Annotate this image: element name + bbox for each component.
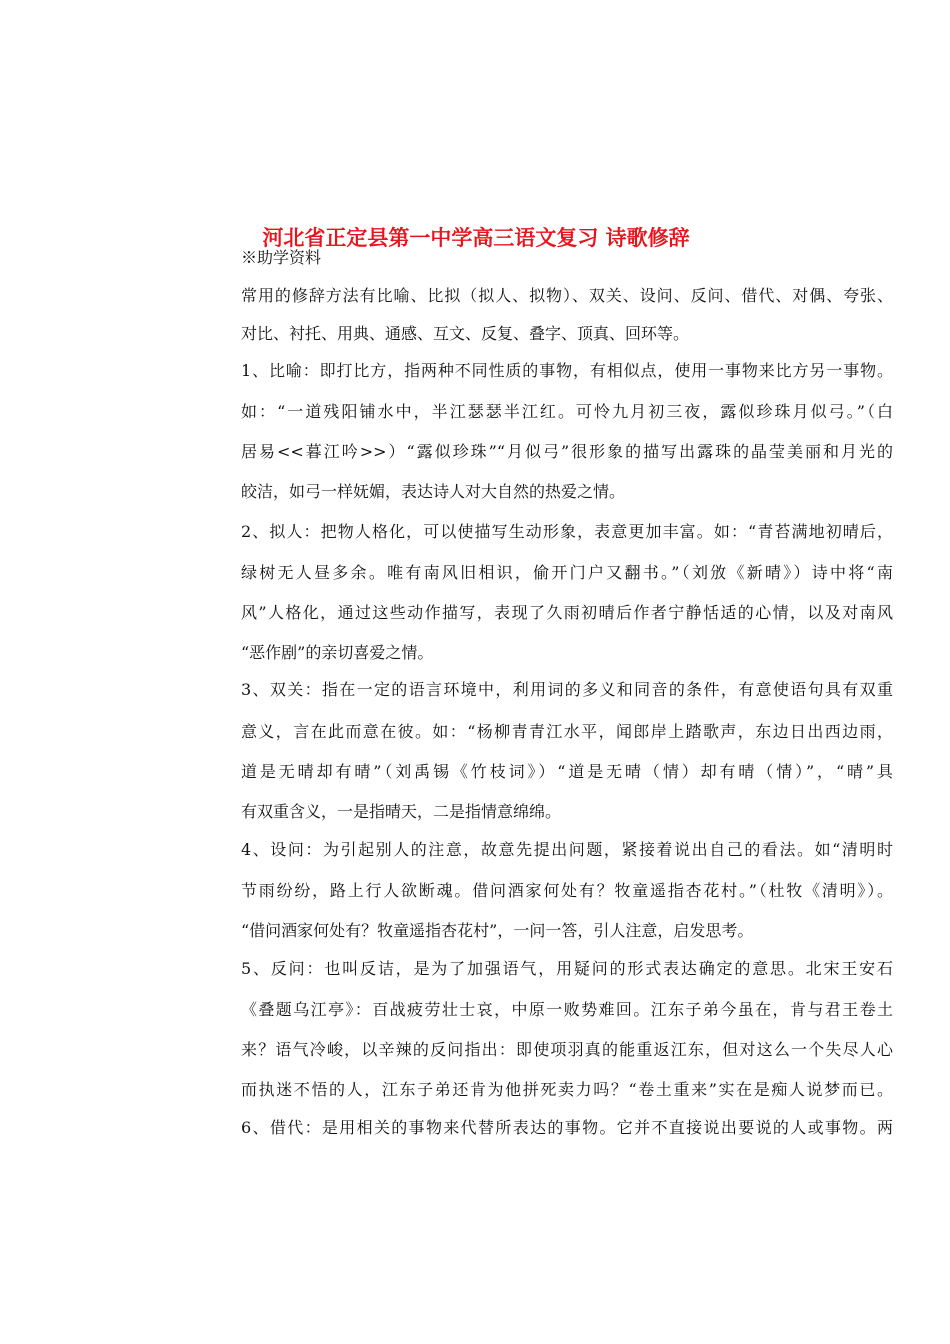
text-line: 如：“一道残阳铺水中，半江瑟瑟半江红。可怜九月初三夜，露似珍珠月似弓。”（白 xyxy=(241,402,893,421)
text-line: 5、反问：也叫反诘，是为了加强语气，用疑问的形式表达确定的意思。北宋王安石 xyxy=(241,959,893,978)
text-line: 2、拟人：把物人格化，可以使描写生动形象，表意更加丰富。如：“青苔满地初晴后， xyxy=(241,522,893,541)
text-line: 风”人格化，通过这些动作描写，表现了久雨初晴后作者宁静恬适的心情，以及对南风 xyxy=(241,603,893,622)
text-line: 6、借代：是用相关的事物来代替所表达的事物。它并不直接说出要说的人或事物。两 xyxy=(241,1118,893,1137)
text-line: 有双重含义，一是指晴天，二是指情意绵绵。 xyxy=(241,802,562,821)
text-line: 4、设问：为引起别人的注意，故意先提出问题，紧接着说出自己的看法。如“清明时 xyxy=(241,840,893,859)
text-line: 绿树无人昼多余。唯有南风旧相识，偷开门户又翻书。”（刘攽《新晴》）诗中将“南 xyxy=(241,563,893,582)
text-line: 《叠题乌江亭》：百战疲劳壮士哀，中原一败势难回。江东子弟今虽在，肯与君王卷土 xyxy=(241,1000,893,1019)
text-line: 皎洁，如弓一样妩媚，表达诗人对大自然的热爱之情。 xyxy=(241,482,626,501)
text-line: 节雨纷纷，路上行人欲断魂。借问酒家何处有？牧童遥指杏花村。”（杜牧《清明》）。 xyxy=(241,881,893,900)
text-line: 而执迷不悟的人，江东子弟还肯为他拼死卖力吗？“卷土重来”实在是痴人说梦而已。 xyxy=(241,1080,893,1099)
text-line: 来？语气冷峻，以辛辣的反问指出：即使项羽真的能重返江东，但对这么一个失尽人心 xyxy=(241,1040,893,1059)
text-line: 居易<<暮江吟>>）“露似珍珠”“月似弓”很形象的描写出露珠的晶莹美丽和月光的 xyxy=(241,442,893,461)
text-line: “借问酒家何处有？牧童遥指杏花村”，一问一答，引人注意，启发思考。 xyxy=(241,921,754,940)
text-line: 对比、衬托、用典、通感、互文、反复、叠字、顶真、回环等。 xyxy=(241,324,690,343)
text-line: “恶作剧”的亲切喜爱之情。 xyxy=(241,643,434,662)
text-line: 意义，言在此而意在彼。如：“杨柳青青江水平，闻郎岸上踏歌声，东边日出西边雨， xyxy=(241,722,893,741)
text-line: 3、双关：指在一定的语言环境中，利用词的多义和同音的条件，有意使语句具有双重 xyxy=(241,680,893,699)
text-line: ※助学资料 xyxy=(241,248,322,267)
document-title: 河北省正定县第一中学高三语文复习 诗歌修辞 xyxy=(262,225,690,250)
text-line: 1、比喻：即打比方，指两种不同性质的事物，有相似点，使用一事物来比方另一事物。 xyxy=(241,361,893,380)
text-line: 道是无晴却有晴”（刘禹锡《竹枝词》）“道是无晴（情）却有晴（情）”，“晴”具 xyxy=(241,762,893,781)
text-line: 常用的修辞方法有比喻、比拟（拟人、拟物）、双关、设问、反问、借代、对偶、夸张、 xyxy=(241,286,893,305)
